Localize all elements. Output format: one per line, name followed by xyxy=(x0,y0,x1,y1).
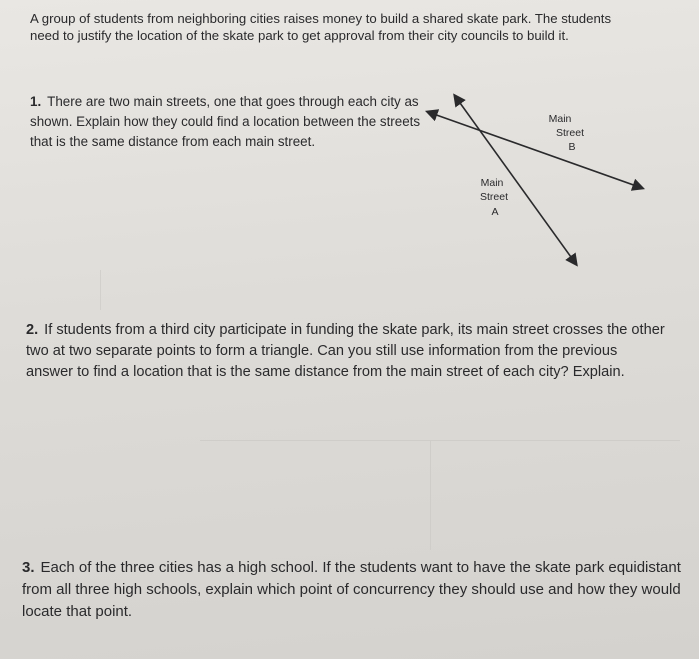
question-2-text: If students from a third city participate in funding the skate park, its main street crosses the other two at two separate points to form a triangle. Can you still use information from the previous answer to find a location that is the same distance from the main street of each city? Explain. xyxy=(26,322,665,380)
question-3-text: Each of the three cities has a high school. If the students want to have the skate park equidistant from all three high schools, explain which point of concurrency they should use and how they would locate that point. xyxy=(22,559,681,620)
street-b-label-2: Street xyxy=(555,127,585,139)
question-3-number: 3. xyxy=(22,559,35,576)
streets-diagram xyxy=(420,88,660,273)
bleed-through-lines xyxy=(100,270,101,310)
intro-paragraph: A group of students from neighboring cities raises money to build a shared skate park. The students need to justify the location of the skate park to get approval from their city councils to build it. xyxy=(30,11,612,43)
bleed-through-lines xyxy=(200,440,680,441)
question-1 xyxy=(30,92,425,152)
street-b-label-1: Main xyxy=(548,113,572,125)
question-1-text: There are two main streets, one that goes through each city as shown. Explain how they could find a location between the streets that is the same distance from each main street. xyxy=(30,94,421,149)
question-2 xyxy=(26,320,666,383)
street-a-label-1: Main xyxy=(480,177,504,189)
question-3 xyxy=(22,557,697,623)
question-2-number: 2. xyxy=(26,322,39,338)
question-1-number: 1. xyxy=(30,94,42,109)
street-a-label-2: Street xyxy=(479,191,509,203)
street-b-label-3: B xyxy=(568,141,576,153)
street-a-label-3: A xyxy=(491,206,499,218)
bleed-through-lines xyxy=(430,440,431,550)
street-b-line xyxy=(428,112,642,188)
